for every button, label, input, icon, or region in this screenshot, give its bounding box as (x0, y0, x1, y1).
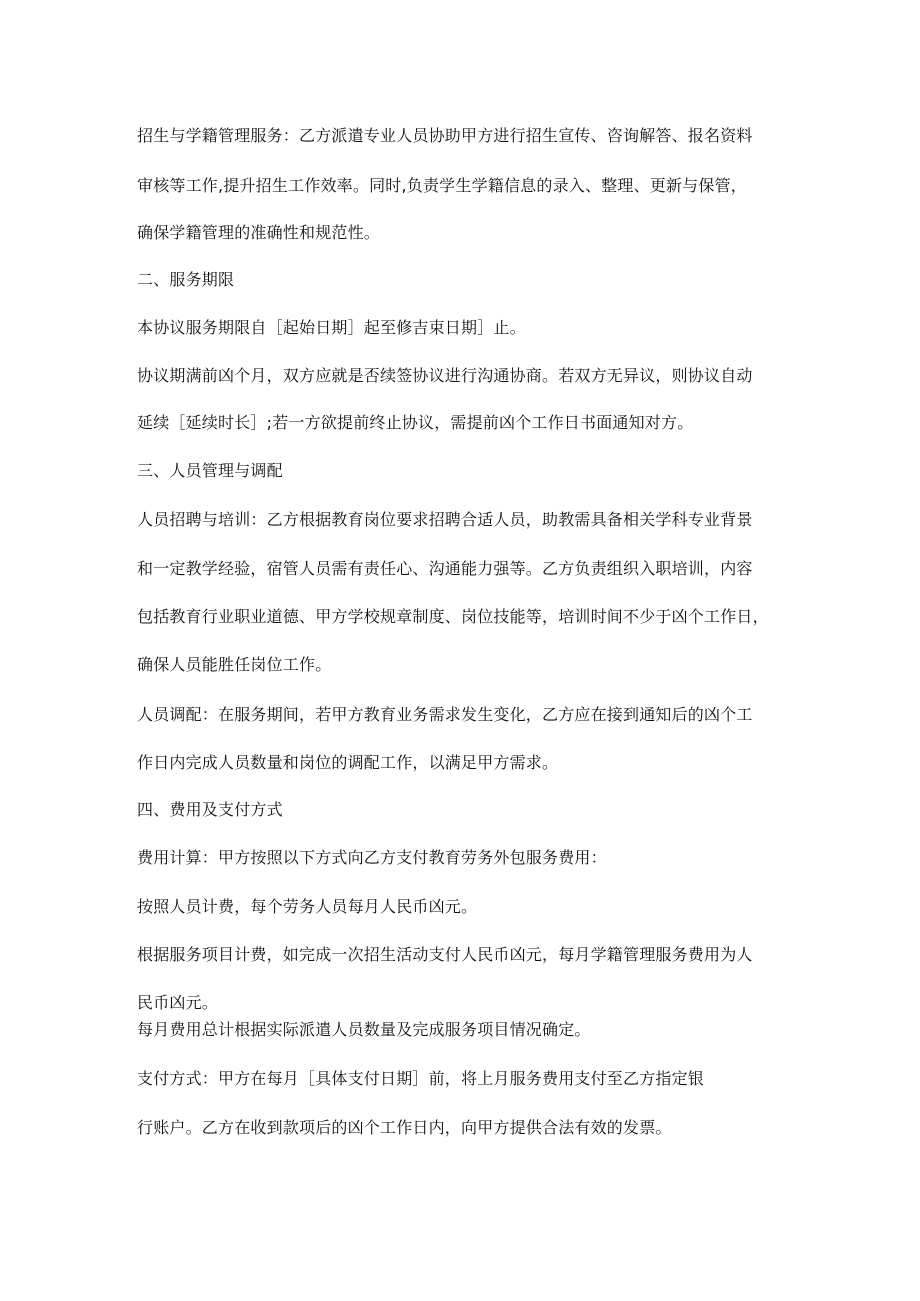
paragraph-payment-method-line-1: 支付方式：甲方在每月［具体支付日期］前，将上月服务费用支付至乙方指定银 (137, 1069, 705, 1088)
paragraph-enrollment-service-line-2: 审核等工作,提升招生工作效率。同时,负责学生学籍信息的录入、整理、更新与保管， (137, 176, 747, 195)
section-heading-fees-payment: 四、费用及支付方式 (137, 800, 283, 819)
paragraph-enrollment-service-line-3: 确保学籍管理的准确性和规范性。 (137, 223, 381, 242)
paragraph-allocation-line-1: 人员调配：在服务期间，若甲方教育业务需求发生变化，乙方应在接到通知后的凶个工 (137, 705, 753, 724)
section-heading-personnel-management: 三、人员管理与调配 (137, 461, 283, 480)
paragraph-recruitment-line-2: 和一定教学经验，宿管人员需有责任心、沟通能力强等。乙方负责组织入职培训，内容 (137, 559, 753, 578)
paragraph-term-period: 本协议服务期限自［起始日期］起至修吉束日期］止。 (137, 318, 526, 337)
paragraph-per-item-billing-line-1: 根据服务项目计费，如完成一次招生活动支付人民币凶元，每月学籍管理服务费用为人 (137, 945, 753, 964)
paragraph-renewal-line-1: 协议期满前凶个月，双方应就是否续签协议进行沟通协商。若双方无异议，则协议自动 (137, 366, 753, 385)
paragraph-fee-calculation: 费用计算：甲方按照以下方式向乙方支付教育劳务外包服务费用： (137, 848, 607, 867)
paragraph-allocation-line-2: 作日内完成人员数量和岗位的调配工作，以满足甲方需求。 (137, 753, 559, 772)
paragraph-recruitment-line-4: 确保人员能胜任岗位工作。 (137, 655, 332, 674)
paragraph-payment-method-line-2: 行账户。乙方在收到款项后的凶个工作日内，向甲方提供合法有效的发票。 (137, 1118, 672, 1137)
paragraph-enrollment-service-line-1: 招生与学籍管理服务：乙方派遣专业人员协助甲方进行招生宣传、咨询解答、报名资料 (137, 126, 753, 145)
paragraph-recruitment-line-1: 人员招聘与培训：乙方根据教育岗位要求招聘合适人员，助教需具备相关学科专业背景 (137, 510, 753, 529)
paragraph-monthly-total: 每月费用总计根据实际派遣人员数量及完成服务项目情况确定。 (137, 1020, 591, 1039)
section-heading-service-term: 二、服务期限 (137, 270, 235, 289)
paragraph-per-person-billing: 按照人员计费，每个劳务人员每月人民币凶元。 (137, 897, 478, 916)
paragraph-per-item-billing-line-2: 民币凶元。 (137, 993, 219, 1012)
paragraph-renewal-line-2: 延续［延续时长］;若一方欲提前终止协议，需提前凶个工作日书面通知对方。 (137, 413, 694, 432)
paragraph-recruitment-line-3: 包括教育行业职业道德、甲方学校规章制度、岗位技能等，培训时间不少于凶个工作日， (137, 607, 769, 626)
